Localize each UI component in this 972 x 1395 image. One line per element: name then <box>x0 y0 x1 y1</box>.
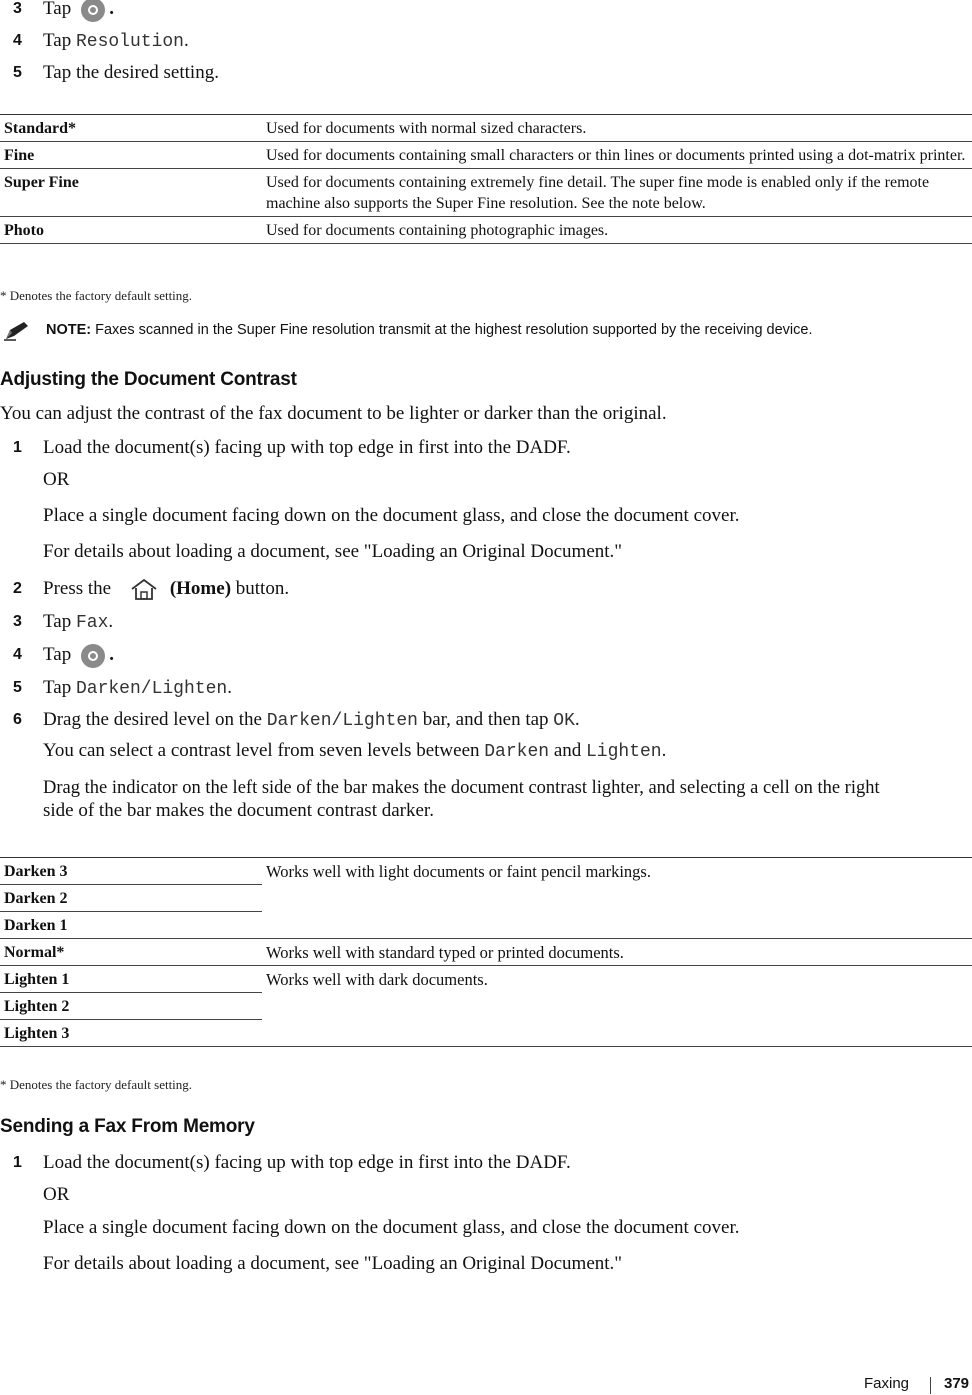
footnote: * Denotes the factory default setting. <box>0 288 193 303</box>
footer-divider <box>930 1377 931 1394</box>
home-icon <box>124 577 164 603</box>
settings-gear-icon <box>81 0 105 22</box>
table-row: Darken 2 <box>0 885 972 912</box>
footnote: * Denotes the factory default setting. <box>0 1077 193 1092</box>
settings-gear-icon <box>81 644 105 668</box>
table-row: Photo Used for documents containing photographic images. <box>0 217 972 244</box>
table-row: Lighten 1 Works well with dark documents. <box>0 966 972 993</box>
section-heading: Sending a Fax From Memory <box>0 1116 255 1137</box>
table-row: Normal* Works well with standard typed or printed documents. <box>0 939 972 966</box>
resolution-table <box>0 114 972 244</box>
intro-text: You can adjust the contrast of the fax document to be lighter or darker than the original. <box>0 403 667 424</box>
table-row: Lighten 2 <box>0 993 972 1020</box>
table-row: Super Fine Used for documents containing extremely fine detail. The super fine mode is enabled only if the remote machine also supports the Super Fine resolution. See the note below. <box>0 169 972 217</box>
table-row: Darken 3 Works well with light documents or faint pencil markings. <box>0 858 972 885</box>
section-heading: Adjusting the Document Contrast <box>0 369 297 390</box>
note-box: NOTE: Faxes scanned in the Super Fine resolution transmit at the highest resolution supported by the receiving device. <box>0 318 972 344</box>
table-row: Darken 1 <box>0 912 972 939</box>
chapter-name: Faxing <box>864 1375 910 1392</box>
pencil-note-icon <box>2 320 32 342</box>
table-row: Lighten 3 <box>0 1020 972 1047</box>
contrast-table <box>0 857 972 1047</box>
table-row: Standard* Used for documents with normal sized characters. <box>0 115 972 142</box>
table-row: Fine Used for documents containing small characters or thin lines or documents printed using a dot-matrix printer. <box>0 142 972 169</box>
page-number: 379 <box>944 1375 970 1392</box>
